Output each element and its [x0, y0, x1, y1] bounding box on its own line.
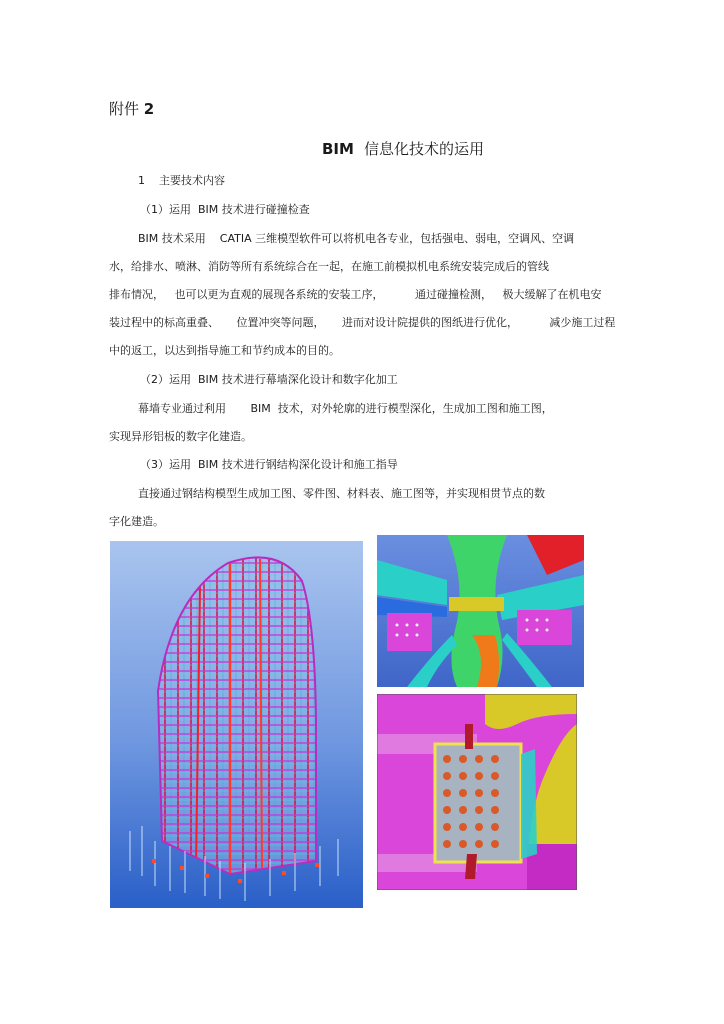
- tower-model-image: [110, 541, 363, 908]
- page-title: [322, 138, 484, 159]
- title-bim: BIM: [322, 140, 354, 158]
- section-heading: 1 主要技术内容: [138, 174, 225, 187]
- bolted-plate-image: [377, 694, 577, 890]
- title-text: 信息化技术的运用: [363, 140, 484, 158]
- item-1-heading: （1）运用 BIM 技术进行碰撞检查: [140, 203, 310, 216]
- item-2-line-1: 幕墙专业通过利用 BIM 技术，对外轮廓的进行模型深化，生成加工图和施工图，: [138, 402, 553, 415]
- item-3-heading: （3）运用 BIM 技术进行钢结构深化设计和施工指导: [140, 458, 398, 471]
- joint-node-image: [377, 535, 584, 687]
- item-2-heading: （2）运用 BIM 技术进行幕墙深化设计和数字化加工: [140, 373, 398, 386]
- item-2-line-2: 实现异形铝板的数字化建造。: [109, 430, 252, 443]
- item-1-line-4: 装过程中的标高重叠、 位置冲突等问题， 进而对设计院提供的图纸进行优化， 减少施工过程: [109, 316, 616, 329]
- item-1-line-1: BIM 技术采用 CATIA 三维模型软件可以将机电各专业，包括强电、弱电，空调风、空调: [138, 232, 575, 245]
- item-1-line-5: 中的返工，以达到指导施工和节约成本的目的。: [109, 344, 340, 357]
- item-1-line-3: 排布情况， 也可以更为直观的展现各系统的安装工序， 通过碰撞检测， 极大缓解了在机电安: [109, 288, 602, 301]
- attachment-label: 附件 2: [109, 100, 155, 118]
- item-3-line-2: 字化建造。: [109, 515, 164, 528]
- item-3-line-1: 直接通过钢结构模型生成加工图、零件图、材料表、施工图等，并实现相贯节点的数: [138, 487, 545, 500]
- item-1-line-2: 水，给排水、喷淋、消防等所有系统综合在一起，在施工前模拟机电系统安装完成后的管线: [109, 260, 549, 273]
